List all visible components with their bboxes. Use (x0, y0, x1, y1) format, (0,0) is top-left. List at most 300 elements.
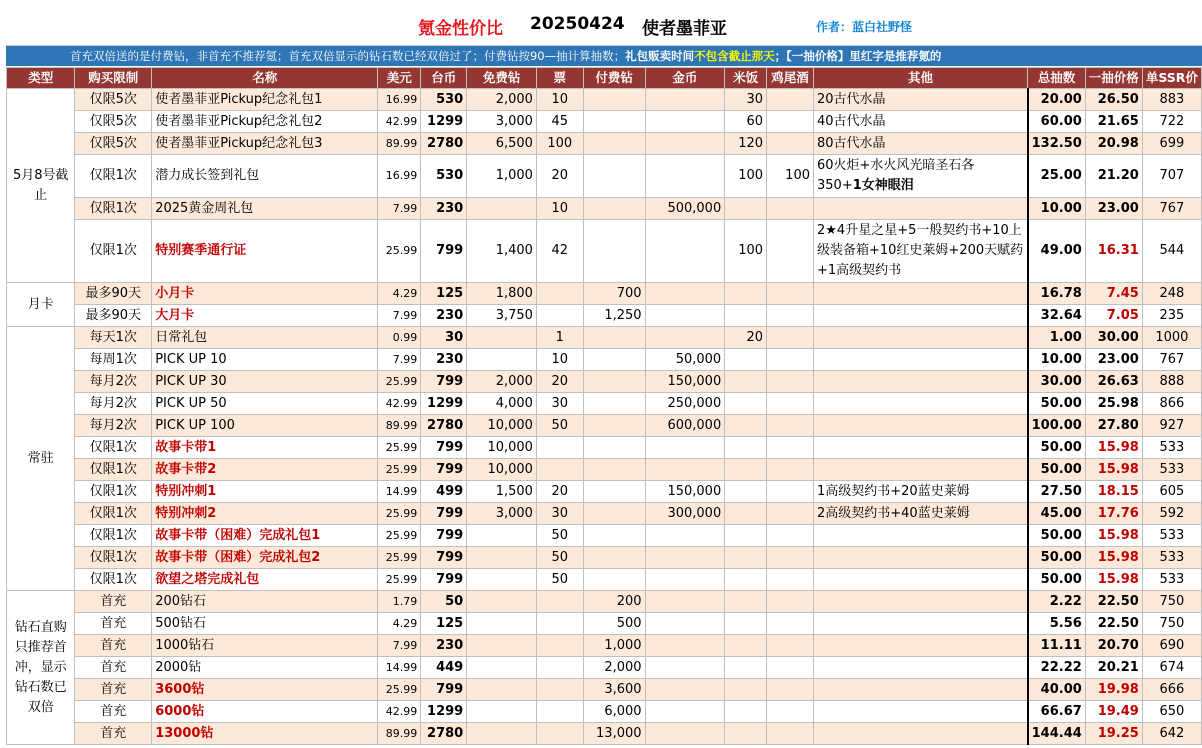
name-cell: 1000钻石 (152, 635, 378, 657)
other-cell (814, 198, 1028, 220)
col-header-limit: 购买限制 (75, 68, 152, 89)
usd-cell: 25.99 (378, 569, 421, 591)
free-cell (467, 657, 537, 679)
rice-cell (725, 723, 767, 745)
price-cell: 21.20 (1085, 155, 1142, 198)
table-row (7, 327, 1202, 349)
ssr-cell: 767 (1142, 198, 1201, 220)
table-row (7, 155, 1202, 198)
twd-cell: 2780 (421, 723, 467, 745)
other-cell: 1高级契约书+20蓝史莱姆 (814, 481, 1028, 503)
paid-cell: 1,250 (583, 305, 645, 327)
paid-cell: 13,000 (583, 723, 645, 745)
rice-cell (725, 569, 767, 591)
ticket-cell: 10 (536, 89, 583, 111)
pulls-cell: 50.00 (1028, 393, 1086, 415)
table-row (7, 371, 1202, 393)
other-cell: 40古代水晶 (814, 111, 1028, 133)
price-cell: 23.00 (1085, 349, 1142, 371)
pulls-cell: 45.00 (1028, 503, 1086, 525)
pulls-cell: 22.22 (1028, 657, 1086, 679)
usd-cell: 7.99 (378, 635, 421, 657)
table-row (7, 349, 1202, 371)
limit-cell: 首充 (75, 723, 152, 745)
ssr-cell: 927 (1142, 415, 1201, 437)
name-cell: PICK UP 10 (152, 349, 378, 371)
rice-cell: 100 (725, 220, 767, 283)
price-cell: 7.45 (1085, 283, 1142, 305)
gold-cell (645, 525, 725, 547)
price-cell: 23.00 (1085, 198, 1142, 220)
name-cell: 200钻石 (152, 591, 378, 613)
twd-cell: 1299 (421, 393, 467, 415)
ssr-cell: 533 (1142, 547, 1201, 569)
price-cell: 19.25 (1085, 723, 1142, 745)
cocktail-cell (767, 349, 814, 371)
rice-cell (725, 437, 767, 459)
usd-cell: 25.99 (378, 503, 421, 525)
rice-cell: 100 (725, 155, 767, 198)
gold-cell: 150,000 (645, 371, 725, 393)
free-cell (467, 198, 537, 220)
other-cell (814, 371, 1028, 393)
usd-cell: 25.99 (378, 547, 421, 569)
cocktail-cell (767, 569, 814, 591)
ssr-cell: 666 (1142, 679, 1201, 701)
price-cell: 18.15 (1085, 481, 1142, 503)
gold-cell: 150,000 (645, 481, 725, 503)
ticket-cell (536, 657, 583, 679)
paid-cell: 3,600 (583, 679, 645, 701)
price-cell: 20.70 (1085, 635, 1142, 657)
gold-cell (645, 679, 725, 701)
pulls-cell: 27.50 (1028, 481, 1086, 503)
rice-cell (725, 503, 767, 525)
other-cell (814, 591, 1028, 613)
usd-cell: 7.99 (378, 198, 421, 220)
other-cell (814, 327, 1028, 349)
free-cell: 10,000 (467, 437, 537, 459)
price-cell: 15.98 (1085, 547, 1142, 569)
pulls-cell: 16.78 (1028, 283, 1086, 305)
name-cell: 使者墨菲亚Pickup纪念礼包2 (152, 111, 378, 133)
free-cell: 4,000 (467, 393, 537, 415)
col-header-rice: 米饭 (725, 68, 767, 89)
cocktail-cell (767, 525, 814, 547)
usd-cell: 7.99 (378, 349, 421, 371)
price-cell: 25.98 (1085, 393, 1142, 415)
other-cell (814, 525, 1028, 547)
name-cell: 13000钻 (152, 723, 378, 745)
ticket-cell: 20 (536, 371, 583, 393)
other-cell (814, 459, 1028, 481)
ticket-cell: 20 (536, 481, 583, 503)
paid-cell (583, 220, 645, 283)
cocktail-cell (767, 437, 814, 459)
other-cell (814, 657, 1028, 679)
rice-cell: 60 (725, 111, 767, 133)
twd-cell: 799 (421, 679, 467, 701)
cocktail-cell (767, 198, 814, 220)
twd-cell: 499 (421, 481, 467, 503)
twd-cell: 1299 (421, 111, 467, 133)
table-row (7, 437, 1202, 459)
pulls-cell: 11.11 (1028, 635, 1086, 657)
cocktail-cell (767, 393, 814, 415)
table-row (7, 701, 1202, 723)
ssr-cell: 866 (1142, 393, 1201, 415)
rice-cell (725, 525, 767, 547)
pulls-cell: 100.00 (1028, 415, 1086, 437)
free-cell: 3,000 (467, 111, 537, 133)
col-header-usd: 美元 (378, 68, 421, 89)
usd-cell: 14.99 (378, 481, 421, 503)
twd-cell: 799 (421, 220, 467, 283)
col-header-name: 名称 (152, 68, 378, 89)
usd-cell: 25.99 (378, 525, 421, 547)
gold-cell (645, 547, 725, 569)
ticket-cell: 1 (536, 327, 583, 349)
free-cell: 2,000 (467, 371, 537, 393)
ticket-cell: 20 (536, 155, 583, 198)
rice-cell (725, 635, 767, 657)
cocktail-cell (767, 133, 814, 155)
name-cell: 特别赛季通行证 (152, 220, 378, 283)
ticket-cell (536, 591, 583, 613)
usd-cell: 4.29 (378, 613, 421, 635)
pulls-cell: 49.00 (1028, 220, 1086, 283)
price-cell: 20.21 (1085, 657, 1142, 679)
paid-cell (583, 415, 645, 437)
usd-cell: 25.99 (378, 220, 421, 283)
limit-cell: 仅限1次 (75, 437, 152, 459)
paid-cell (583, 111, 645, 133)
limit-cell: 最多90天 (75, 283, 152, 305)
price-table (6, 67, 1202, 745)
name-cell: 特别冲刺2 (152, 503, 378, 525)
cocktail-cell (767, 503, 814, 525)
ticket-cell (536, 635, 583, 657)
paid-cell: 700 (583, 283, 645, 305)
other-cell (814, 283, 1028, 305)
ssr-cell: 1000 (1142, 327, 1201, 349)
name-cell: 2000钻 (152, 657, 378, 679)
table-row (7, 657, 1202, 679)
cocktail-cell (767, 547, 814, 569)
limit-cell: 每天1次 (75, 327, 152, 349)
twd-cell: 799 (421, 371, 467, 393)
price-cell: 15.98 (1085, 437, 1142, 459)
name-cell: 故事卡带（困难）完成礼包1 (152, 525, 378, 547)
other-cell (814, 547, 1028, 569)
rice-cell (725, 349, 767, 371)
table-row (7, 111, 1202, 133)
ssr-cell: 533 (1142, 459, 1201, 481)
name-cell: 使者墨菲亚Pickup纪念礼包3 (152, 133, 378, 155)
col-header-cocktail: 鸡尾酒 (767, 68, 814, 89)
ticket-cell: 50 (536, 415, 583, 437)
twd-cell: 799 (421, 547, 467, 569)
paid-cell: 6,000 (583, 701, 645, 723)
free-cell (467, 723, 537, 745)
pulls-cell: 50.00 (1028, 525, 1086, 547)
usd-cell: 7.99 (378, 305, 421, 327)
title-date: 20250424 (530, 14, 625, 34)
other-cell: 80古代水晶 (814, 133, 1028, 155)
rice-cell (725, 481, 767, 503)
name-cell: PICK UP 100 (152, 415, 378, 437)
col-header-pulls: 总抽数 (1028, 68, 1086, 89)
usd-cell: 4.29 (378, 283, 421, 305)
ticket-cell (536, 437, 583, 459)
usd-cell: 25.99 (378, 679, 421, 701)
col-header-free: 免费钻 (467, 68, 537, 89)
ticket-cell: 45 (536, 111, 583, 133)
pulls-cell: 20.00 (1028, 89, 1086, 111)
rice-cell (725, 459, 767, 481)
paid-cell (583, 89, 645, 111)
paid-cell (583, 481, 645, 503)
ssr-cell: 533 (1142, 437, 1201, 459)
ssr-cell: 592 (1142, 503, 1201, 525)
table-row (7, 415, 1202, 437)
ssr-cell: 690 (1142, 635, 1201, 657)
price-cell: 17.76 (1085, 503, 1142, 525)
pulls-cell: 2.22 (1028, 591, 1086, 613)
ssr-cell: 888 (1142, 371, 1201, 393)
gold-cell (645, 569, 725, 591)
twd-cell: 449 (421, 657, 467, 679)
twd-cell: 799 (421, 503, 467, 525)
cocktail-cell (767, 220, 814, 283)
other-cell (814, 349, 1028, 371)
other-cell (814, 393, 1028, 415)
gold-cell (645, 89, 725, 111)
price-cell: 15.98 (1085, 525, 1142, 547)
name-cell: 故事卡带1 (152, 437, 378, 459)
ssr-cell: 533 (1142, 525, 1201, 547)
gold-cell (645, 305, 725, 327)
ticket-cell: 100 (536, 133, 583, 155)
ticket-cell (536, 283, 583, 305)
gold-cell: 600,000 (645, 415, 725, 437)
limit-cell: 仅限5次 (75, 111, 152, 133)
table-row (7, 305, 1202, 327)
ticket-cell: 50 (536, 547, 583, 569)
pulls-cell: 132.50 (1028, 133, 1086, 155)
usd-cell: 42.99 (378, 111, 421, 133)
paid-cell: 1,000 (583, 635, 645, 657)
ssr-cell: 674 (1142, 657, 1201, 679)
paid-cell (583, 327, 645, 349)
other-cell: 20古代水晶 (814, 89, 1028, 111)
other-cell (814, 437, 1028, 459)
table-row (7, 547, 1202, 569)
ssr-cell: 235 (1142, 305, 1201, 327)
ticket-cell: 30 (536, 393, 583, 415)
twd-cell: 125 (421, 613, 467, 635)
paid-cell (583, 547, 645, 569)
note-banner (6, 46, 1202, 66)
category-cell: 5月8号截止 (7, 89, 75, 283)
usd-cell: 25.99 (378, 437, 421, 459)
limit-cell: 仅限1次 (75, 459, 152, 481)
table-row (7, 89, 1202, 111)
paid-cell: 2,000 (583, 657, 645, 679)
table-row (7, 613, 1202, 635)
col-header-price: 一抽价格 (1085, 68, 1142, 89)
name-cell: 大月卡 (152, 305, 378, 327)
price-cell: 15.98 (1085, 459, 1142, 481)
ssr-cell: 248 (1142, 283, 1201, 305)
ticket-cell (536, 613, 583, 635)
gold-cell: 50,000 (645, 349, 725, 371)
ssr-cell: 707 (1142, 155, 1201, 198)
usd-cell: 25.99 (378, 371, 421, 393)
paid-cell (583, 459, 645, 481)
price-cell: 19.98 (1085, 679, 1142, 701)
usd-cell: 1.79 (378, 591, 421, 613)
usd-cell: 42.99 (378, 393, 421, 415)
gold-cell (645, 155, 725, 198)
title-bar (6, 6, 1202, 46)
usd-cell: 16.99 (378, 155, 421, 198)
name-cell: 故事卡带（困难）完成礼包2 (152, 547, 378, 569)
category-cell: 钻石直购只推荐首冲，显示钻石数已双倍 (7, 591, 75, 745)
usd-cell: 16.99 (378, 89, 421, 111)
free-cell: 1,000 (467, 155, 537, 198)
price-cell: 22.50 (1085, 613, 1142, 635)
limit-cell: 仅限1次 (75, 547, 152, 569)
category-cell: 常驻 (7, 327, 75, 591)
other-text: 60火炬+水火风光暗圣石各 (817, 158, 975, 173)
paid-cell (583, 133, 645, 155)
rice-cell (725, 591, 767, 613)
gold-cell (645, 591, 725, 613)
col-header-paid: 付费钻 (583, 68, 645, 89)
other-cell (814, 569, 1028, 591)
category-cell: 月卡 (7, 283, 75, 327)
page-title: 氪金性价比 (418, 19, 503, 39)
limit-cell: 首充 (75, 635, 152, 657)
pulls-cell: 50.00 (1028, 547, 1086, 569)
name-cell: 潜力成长签到礼包 (152, 155, 378, 198)
other-cell (814, 155, 1028, 198)
limit-cell: 仅限1次 (75, 503, 152, 525)
free-cell (467, 547, 537, 569)
pulls-cell: 30.00 (1028, 371, 1086, 393)
table-row (7, 393, 1202, 415)
limit-cell: 首充 (75, 701, 152, 723)
rice-cell (725, 198, 767, 220)
table-row (7, 459, 1202, 481)
pulls-cell: 10.00 (1028, 198, 1086, 220)
price-cell: 19.49 (1085, 701, 1142, 723)
cocktail-cell (767, 635, 814, 657)
cocktail-cell (767, 613, 814, 635)
twd-cell: 799 (421, 569, 467, 591)
cocktail-cell (767, 679, 814, 701)
other-cell (814, 701, 1028, 723)
price-cell: 22.50 (1085, 591, 1142, 613)
gold-cell (645, 283, 725, 305)
cocktail-cell (767, 657, 814, 679)
col-header-other: 其他 (814, 68, 1028, 89)
limit-cell: 仅限1次 (75, 220, 152, 283)
price-cell: 26.50 (1085, 89, 1142, 111)
free-cell: 1,500 (467, 481, 537, 503)
free-cell (467, 635, 537, 657)
other-cell (814, 723, 1028, 745)
pulls-cell: 50.00 (1028, 437, 1086, 459)
twd-cell: 30 (421, 327, 467, 349)
gold-cell (645, 635, 725, 657)
pulls-cell: 144.44 (1028, 723, 1086, 745)
ticket-cell (536, 723, 583, 745)
price-cell: 21.65 (1085, 111, 1142, 133)
note-strong: 礼包贩卖时间 (625, 49, 695, 63)
rice-cell (725, 415, 767, 437)
rice-cell (725, 305, 767, 327)
pulls-cell: 40.00 (1028, 679, 1086, 701)
cocktail-cell (767, 701, 814, 723)
twd-cell: 230 (421, 305, 467, 327)
limit-cell: 最多90天 (75, 305, 152, 327)
limit-cell: 首充 (75, 679, 152, 701)
name-cell: 2025黄金周礼包 (152, 198, 378, 220)
gold-cell (645, 327, 725, 349)
twd-cell: 125 (421, 283, 467, 305)
rice-cell (725, 613, 767, 635)
gold-cell (645, 437, 725, 459)
price-cell: 20.98 (1085, 133, 1142, 155)
paid-cell (583, 371, 645, 393)
limit-cell: 首充 (75, 657, 152, 679)
cocktail-cell: 100 (767, 155, 814, 198)
ticket-cell (536, 459, 583, 481)
ticket-cell: 50 (536, 569, 583, 591)
limit-cell: 每月2次 (75, 393, 152, 415)
limit-cell: 首充 (75, 591, 152, 613)
ticket-cell (536, 701, 583, 723)
pulls-cell: 10.00 (1028, 349, 1086, 371)
ssr-cell: 544 (1142, 220, 1201, 283)
name-cell: 6000钻 (152, 701, 378, 723)
cocktail-cell (767, 459, 814, 481)
gold-cell (645, 133, 725, 155)
ticket-cell: 30 (536, 503, 583, 525)
cocktail-cell (767, 305, 814, 327)
free-cell: 3,750 (467, 305, 537, 327)
twd-cell: 2780 (421, 133, 467, 155)
price-cell: 16.31 (1085, 220, 1142, 283)
free-cell (467, 525, 537, 547)
other-text: 350+ (817, 178, 853, 193)
ticket-cell: 42 (536, 220, 583, 283)
paid-cell (583, 155, 645, 198)
free-cell (467, 569, 537, 591)
title-hero: 使者墨菲亚 (642, 19, 727, 39)
pulls-cell: 60.00 (1028, 111, 1086, 133)
paid-cell: 500 (583, 613, 645, 635)
table-row (7, 133, 1202, 155)
twd-cell: 2780 (421, 415, 467, 437)
table-row (7, 679, 1202, 701)
table-row (7, 283, 1202, 305)
table-row (7, 569, 1202, 591)
cocktail-cell (767, 327, 814, 349)
usd-cell: 89.99 (378, 415, 421, 437)
